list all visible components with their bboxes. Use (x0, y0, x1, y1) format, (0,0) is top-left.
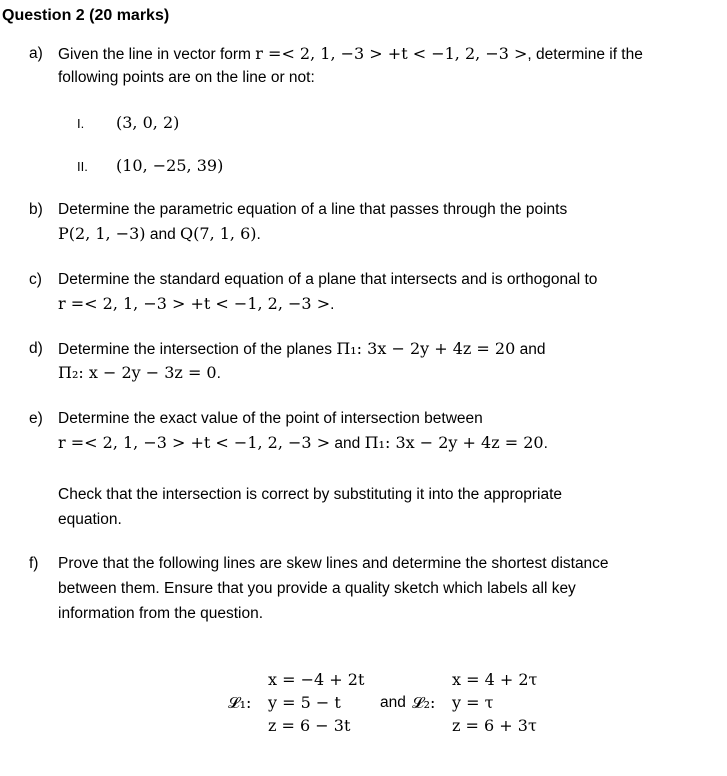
part-d-line1 (58, 339, 545, 360)
part-c-line2 (58, 294, 334, 315)
part-a-line2: following points are on the line or not: (58, 69, 315, 86)
part-e-check-line2: equation. (58, 511, 122, 528)
part-a-text-end: , determine if the (527, 46, 643, 63)
part-e-and: and (330, 435, 365, 452)
part-c-end: . (330, 296, 335, 313)
question-title: Question 2 (20 marks) (2, 7, 170, 24)
part-f-label: f) (29, 555, 39, 572)
part-e-label: e) (29, 410, 43, 427)
point-p: P(2, 1, −3) (58, 224, 146, 243)
part-d-label: d) (29, 340, 43, 357)
part-d-line2 (58, 363, 221, 384)
part-c-vector-line: r =< 2, 1, −3 > +t < −1, 2, −3 > (58, 294, 331, 313)
part-e-line2 (58, 433, 548, 454)
point-2-value: (10, −25, 39) (116, 156, 224, 175)
part-b-end: . (256, 226, 261, 243)
point-1-value: (3, 0, 2) (116, 113, 180, 132)
plane-1-equation: Π₁: 3x − 2y + 4z = 20 (336, 339, 516, 358)
point-q: Q(7, 1, 6) (180, 224, 257, 243)
l2-x-equation: x = 4 + 2τ (452, 670, 538, 689)
part-c-label: c) (29, 271, 42, 288)
part-a-label: a) (29, 45, 43, 62)
part-f-line1: Prove that the following lines are skew lines and determine the shortest distance (58, 555, 609, 572)
part-a-vector-line: r =< 2, 1, −3 > +t < −1, 2, −3 > (255, 44, 528, 63)
part-d-text: Determine the intersection of the planes (58, 341, 332, 358)
l2-z-equation: z = 6 + 3τ (452, 716, 537, 735)
part-f-line2: between them. Ensure that you provide a quality sketch which labels all key (58, 580, 576, 597)
point-1-numeral: I. (77, 116, 85, 131)
lines-and: and (380, 694, 406, 711)
part-a-text: Given the line in vector form (58, 46, 251, 63)
part-e-check-line1: Check that the intersection is correct by substituting it into the appropriate (58, 486, 563, 503)
part-b-line2 (58, 224, 261, 245)
part-d-and: and (515, 341, 546, 358)
part-d-end: . (216, 365, 221, 382)
part-e-plane: Π₁: 3x − 2y + 4z = 20 (364, 433, 544, 452)
l2-name: 𝓛₂: (412, 693, 436, 712)
part-c-line1: Determine the standard equation of a plane that intersects and is orthogonal to (58, 271, 598, 288)
plane-2-equation: Π₂: x − 2y − 3z = 0 (58, 363, 217, 382)
part-b-label: b) (29, 201, 43, 218)
part-b-line1: Determine the parametric equation of a line that passes through the points (58, 201, 568, 218)
part-e-end: . (543, 435, 548, 452)
l1-y-equation: y = 5 − t (268, 693, 341, 712)
part-e-line1: Determine the exact value of the point of intersection between (58, 410, 483, 427)
l2-y-equation: y = τ (452, 693, 494, 712)
part-a-line1 (58, 44, 643, 65)
point-2-numeral: II. (77, 159, 88, 174)
part-f-line3: information from the question. (58, 605, 264, 622)
part-b-and: and (145, 226, 181, 243)
l1-name: 𝓛₁: (228, 693, 252, 712)
l1-z-equation: z = 6 − 3t (268, 716, 351, 735)
l1-x-equation: x = −4 + 2t (268, 670, 365, 689)
part-e-vector-line: r =< 2, 1, −3 > +t < −1, 2, −3 > (58, 433, 331, 452)
